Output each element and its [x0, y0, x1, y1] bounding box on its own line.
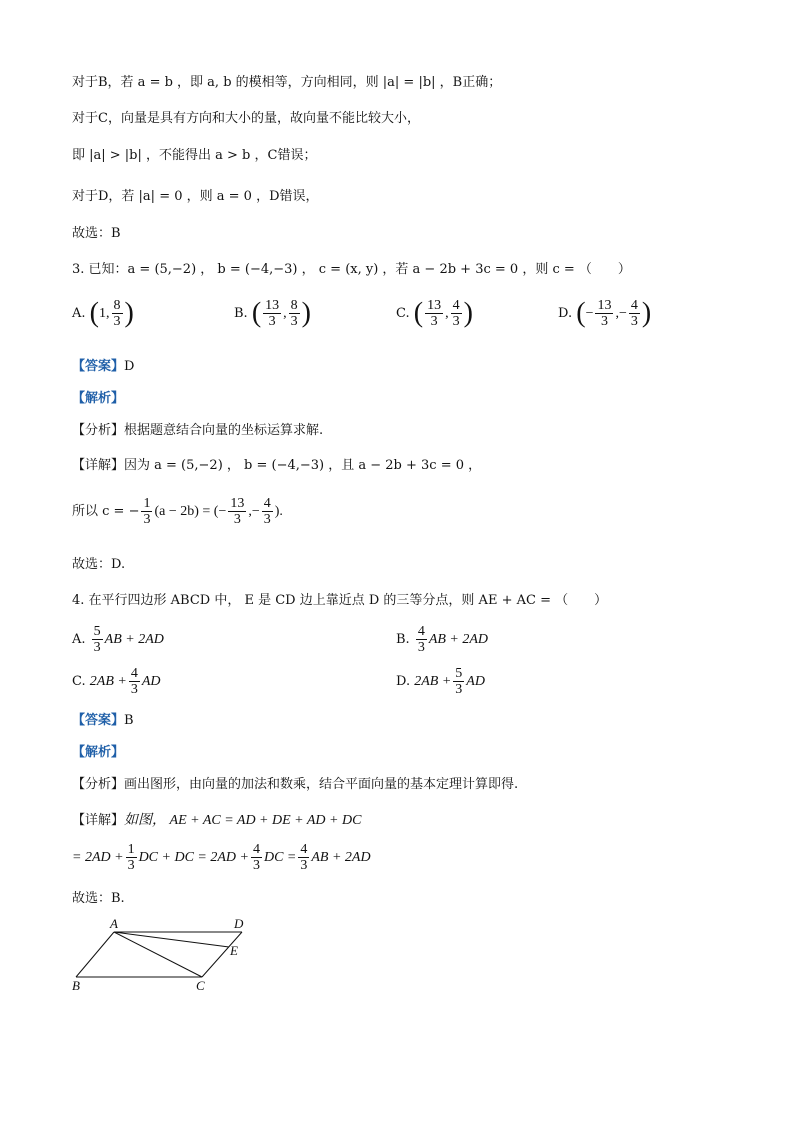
- q4-eq-n3: 4: [300, 842, 308, 857]
- q3-suoyi-n2: 4: [263, 496, 271, 511]
- label-b: B: [72, 978, 80, 993]
- q4-option-c-num: 4: [130, 666, 138, 681]
- line-choose-b: 故选：B: [72, 226, 121, 241]
- q4-option-b-den: 3: [417, 640, 425, 655]
- q4-option-b: [396, 624, 488, 655]
- q4-option-a: [72, 624, 164, 655]
- q4-option-c-expr: AD: [141, 674, 161, 689]
- parallelogram-figure: [66, 915, 266, 995]
- q3-suoyi-d2: 3: [263, 512, 271, 527]
- q3-jiexi-tag: 【解析】: [72, 391, 125, 406]
- q4-eq-c: DC =: [263, 850, 297, 865]
- q4-answer: B: [124, 713, 134, 728]
- q3-option-d: D. (− $\frac{13}{3}$ ,− $\frac{4}{3}$ ): [558, 297, 652, 329]
- q3-suoyi-den: 3: [143, 512, 151, 527]
- q3-option-c-den2: 3: [452, 314, 460, 329]
- q3-option-d-den1: 3: [600, 314, 608, 329]
- q3-option-a-den: 3: [113, 314, 121, 329]
- q4-eq-d1: 3: [127, 858, 135, 873]
- label-e: E: [230, 943, 238, 958]
- q3-suoyi-pre: 所以 c = −: [72, 504, 140, 519]
- line-option-c: 对于C，向量是具有方向和大小的量，故向量不能比较大小，: [72, 111, 420, 126]
- q4-equation-line: [72, 842, 371, 873]
- q4-option-c-den: 3: [130, 682, 138, 697]
- q3-guxuan: 故选：D.: [72, 557, 126, 572]
- q3-option-a-x: 1,: [99, 306, 110, 321]
- q4-xiangjie-line: [72, 810, 361, 832]
- q3-option-b-num2: 8: [290, 298, 298, 313]
- q4-fenxi: 画出图形，由向量的加法和数乘，结合平面向量的基本定理计算即得.: [124, 777, 519, 792]
- q4-option-d-num: 5: [455, 666, 463, 681]
- q3-suoyi-num: 1: [143, 496, 151, 511]
- q3-option-a-label: A.: [72, 306, 86, 321]
- q3-option-a-num: 8: [113, 298, 121, 313]
- q4-fenxi-line: [72, 774, 518, 796]
- q3-option-d-label: D.: [558, 306, 573, 321]
- q4-eq-n2: 4: [252, 842, 260, 857]
- q4-eq-d3: 3: [300, 858, 308, 873]
- label-d: D: [234, 916, 244, 931]
- line-option-c-2: 即 |a| > |b| ，不能得出 a > b ，C错误；: [72, 148, 317, 163]
- q4-answer-tag: 【答案】: [72, 713, 125, 728]
- edge-ab: [76, 932, 114, 977]
- segment-ac: [114, 932, 202, 977]
- q4-xiangjie-tag: 【详解】: [72, 813, 125, 828]
- q3-suoyi-end: ).: [274, 504, 283, 519]
- q4-eq-d: AB + 2AD: [311, 850, 371, 865]
- q4-option-d-den: 3: [455, 682, 463, 697]
- q4-option-b-expr: AB + 2AD: [428, 632, 489, 647]
- q3-xiangjie-line: [72, 455, 481, 477]
- q4-option-d-label: D.: [396, 674, 411, 689]
- q3-stem: 3. 已知：a = (5,−2) ， b = (−4,−3) ， c = (x, y) ，若 a − 2b + 3c = 0 ，则 c = （ ）: [72, 262, 631, 277]
- q3-fenxi-line: [72, 420, 323, 442]
- q3-option-c: C. ( $\frac{13}{3}$ , $\frac{4}{3}$ ): [396, 297, 473, 329]
- q4-option-a-expr: AB + 2AD: [104, 632, 164, 647]
- line-option-d: 对于D，若 |a| = 0 ，则 a = 0 ，D错误，: [72, 189, 319, 204]
- q3-answer-tag: 【答案】: [72, 359, 125, 374]
- label-a: A: [110, 916, 118, 931]
- q4-eq-d2: 3: [252, 858, 260, 873]
- q3-fenxi: 根据题意结合向量的坐标运算求解.: [124, 423, 324, 438]
- label-c: C: [196, 978, 205, 993]
- line-option-b: 对于B，若 a = b ，即 a, b 的模相等，方向相同，则 |a| = |b| ，B正确；: [72, 75, 502, 90]
- q3-option-d-num2: 4: [630, 298, 638, 313]
- q3-answer: D: [124, 359, 135, 374]
- q4-option-c: [72, 666, 161, 697]
- q4-option-b-label: B.: [396, 632, 410, 647]
- q3-option-c-den1: 3: [430, 314, 438, 329]
- q3-option-d-den2: 3: [630, 314, 638, 329]
- q4-jiexi-tag: 【解析】: [72, 745, 125, 760]
- q4-eq-b: DC + DC = 2AD +: [138, 850, 249, 865]
- q4-guxuan: 故选：B.: [72, 891, 125, 906]
- q3-option-b-den1: 3: [268, 314, 276, 329]
- q4-option-a-label: A.: [72, 632, 86, 647]
- q3-option-b: B. ( $\frac{13}{3}$ , $\frac{8}{3}$ ): [234, 297, 311, 329]
- q3-option-c-label: C.: [396, 306, 410, 321]
- q4-eq-n1: 1: [127, 842, 135, 857]
- q4-fenxi-tag: 【分析】: [72, 777, 125, 792]
- q3-option-c-num2: 4: [452, 298, 460, 313]
- q4-option-c-pre: 2AB +: [89, 674, 127, 689]
- q4-eq-a: = 2AD +: [72, 850, 124, 865]
- q4-option-a-den: 3: [93, 640, 101, 655]
- q4-jiexi: [72, 742, 124, 764]
- q3-option-b-label: B.: [234, 306, 248, 321]
- q3-xiangjie-tag: 【详解】: [72, 458, 125, 473]
- q3-option-a: A. (1, $\frac{8}{3}$ ): [72, 297, 134, 329]
- q3-suoyi-mid: (a − 2b) = (−: [154, 504, 227, 519]
- q3-option-b-den2: 3: [290, 314, 298, 329]
- q3-suoyi-line: 所以 c = − $\frac{1}{3}$ (a − 2b) = (− $\frac{13}{3}$ ,− $\frac{4}{3}$ ).: [72, 496, 283, 527]
- q3-option-b-num1: 13: [265, 298, 280, 313]
- q4-option-a-num: 5: [93, 624, 101, 639]
- q4-stem: 4. 在平行四边形 ABCD 中， E 是 CD 边上靠近点 D 的三等分点，则 AE + AC = （ ）: [72, 593, 608, 608]
- q4-answer-line: [72, 710, 134, 732]
- q4-option-d: [396, 666, 485, 697]
- q4-xiangjie: 如图， AE + AC = AD + DE + AD + DC: [124, 813, 362, 828]
- q3-xiangjie: 因为 a = (5,−2) ， b = (−4,−3) ，且 a − 2b + 3c = 0 ，: [124, 458, 482, 473]
- q3-answer-line: [72, 356, 134, 378]
- q3-suoyi-d1: 3: [233, 512, 241, 527]
- q3-option-c-num1: 13: [427, 298, 442, 313]
- q4-option-d-expr: AD: [466, 674, 485, 689]
- q4-option-b-num: 4: [417, 624, 425, 639]
- q4-option-d-pre: 2AB +: [414, 674, 452, 689]
- q3-option-d-num1: 13: [597, 298, 612, 313]
- q4-option-c-label: C.: [72, 674, 86, 689]
- q3-suoyi-n1: 13: [230, 496, 245, 511]
- q3-jiexi: [72, 388, 124, 410]
- q3-fenxi-tag: 【分析】: [72, 423, 125, 438]
- segment-ae: [114, 932, 229, 947]
